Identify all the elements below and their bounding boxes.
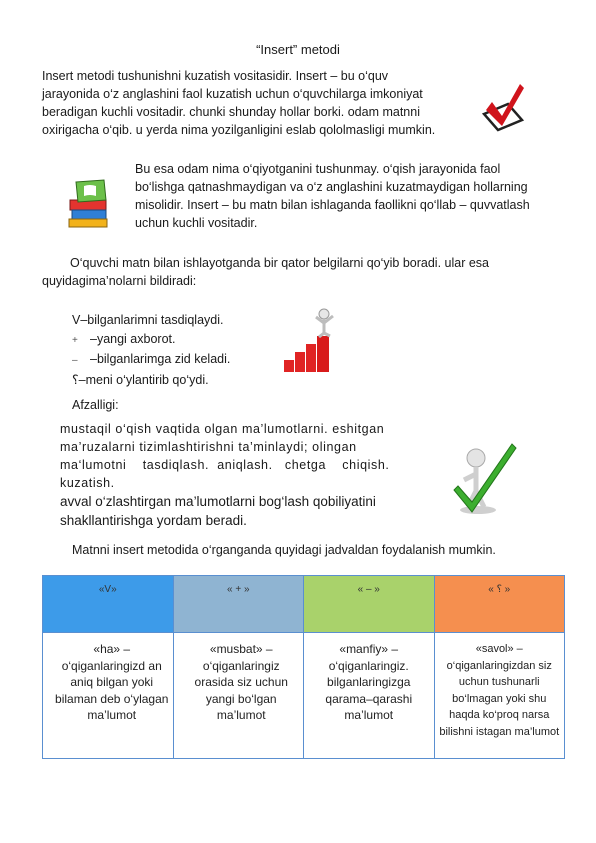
- list-item: ؟–meni o‘ylantirib qo‘ydi.: [72, 372, 209, 387]
- third-line: O‘quvchi matn bilan ishlayotganda bir qator belgilarni qo‘yib boradi. ular esa: [70, 256, 489, 270]
- advantages-line: kuzatish.: [60, 476, 115, 490]
- cell-plus: «musbat» – o‘qiganlaringiz orasida siz uchun yangi bo‘lgan ma’lumot: [173, 633, 304, 759]
- table-intro: Matnni insert metodida o‘rganganda quyidagi jadvaldan foydalanish mumkin.: [72, 543, 496, 557]
- intro-line: oxirigacha o‘qib. u yerda nima yozilganligini eslab qololmasligi mumkin.: [42, 123, 436, 137]
- stairs-climber-icon: [280, 308, 358, 374]
- advantages-paragraph-2: [60, 492, 376, 530]
- list-item: + –yangi axborot.: [72, 330, 230, 351]
- advantages-paragraph: [60, 420, 390, 492]
- table-row: [43, 633, 565, 759]
- second-line: bo‘lishga qatnashmaydigan va o‘z anglashini kuzatmaydigan hollarning: [135, 180, 528, 194]
- intro-line: jarayonida o‘z anglashini faol kuzatish uchun o‘quvchilarga imkoniyat: [42, 87, 423, 101]
- third-paragraph: [42, 254, 489, 290]
- header-minus: « – »: [304, 576, 435, 633]
- header-plus: « + »: [173, 576, 304, 633]
- third-line: quyidagima’nolarni bildiradi:: [42, 274, 197, 288]
- header-question: « ؟ »: [434, 576, 565, 633]
- page-title: “Insert” metodi: [256, 42, 340, 57]
- advantages2-line: avval o‘zlashtirgan ma’lumotlarni bog‘lash qobiliyatini: [60, 494, 376, 509]
- advantages-line: ma‘lumotni tasdiqlash. aniqlash. chetga chiqish.: [60, 458, 390, 472]
- insert-table: [42, 575, 565, 759]
- list-symbol: –: [72, 355, 78, 366]
- list-symbol: +: [72, 334, 78, 346]
- list-item: V–bilganlarimni tasdiqlaydi.: [72, 313, 224, 327]
- books-icon: [66, 178, 114, 228]
- second-line: misolidir. Insert – bu matn bilan ishlaganda faollikni qo‘llab – quvvatlash: [135, 198, 530, 212]
- advantages2-line: shakllantirishga yordam beradi.: [60, 513, 247, 528]
- advantages-line: ma’ruzalarni tizimlashtirishni ta’minlaydi; olingan: [60, 440, 357, 454]
- intro-line: Insert metodi tushunishni kuzatish vositasidir. Insert – bu o‘quv: [42, 69, 389, 83]
- intro-paragraph: [42, 67, 435, 139]
- symbol-list: [72, 311, 230, 389]
- cell-question: «savol» – o‘qiganlaringizdan siz uchun tushunarli bo‘lmagan yoki shu haqda ko‘proq narsa bilishni istagan ma’lumot: [434, 633, 565, 759]
- second-line: uchun kuchli vositadir.: [135, 216, 258, 230]
- list-item: – –bilganlarimga zid keladi.: [72, 350, 230, 371]
- table-header-row: [43, 576, 565, 633]
- advantages-line: mustaqil o‘qish vaqtida olgan ma’lumotlarni. eshitgan: [60, 422, 385, 436]
- header-v: «V»: [43, 576, 174, 633]
- cell-minus: «manfiy» – o‘qiganlaringiz. bilganlaringizga qarama–qarashi ma’lumot: [304, 633, 435, 759]
- second-line: Bu esa odam nima o‘qiyotganini tushunmay. o‘qish jarayonida faol: [135, 162, 501, 176]
- second-paragraph: [135, 160, 530, 232]
- checkmark-box-icon: [478, 80, 526, 132]
- green-check-figure-icon: [452, 440, 518, 516]
- advantages-heading: Afzalligi:: [72, 398, 119, 412]
- intro-line: beradigan kuchli vositadir. chunki shunday hollar borki. odam matnni: [42, 105, 420, 119]
- cell-v: «ha» – o‘qiganlaringizd an aniq bilgan yoki bilaman deb o‘ylagan ma’lumot: [43, 633, 174, 759]
